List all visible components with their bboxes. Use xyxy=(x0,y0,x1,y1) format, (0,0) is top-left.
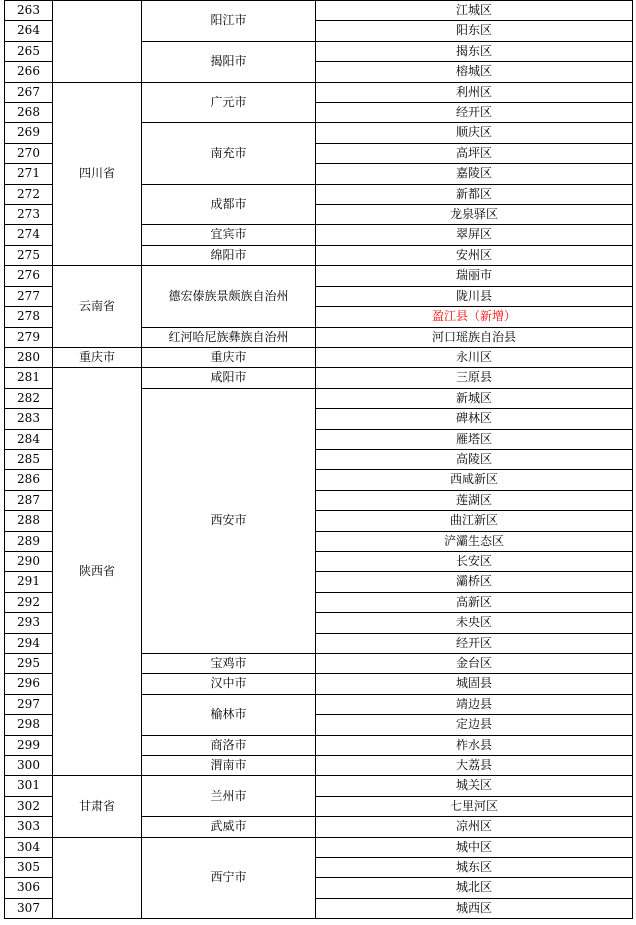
district-cell: 城北区 xyxy=(316,878,633,898)
province-cell: 陕西省 xyxy=(53,368,142,776)
district-cell: 西咸新区 xyxy=(316,470,633,490)
row-number: 277 xyxy=(5,286,53,306)
region-table xyxy=(4,0,633,919)
district-cell: 嘉陵区 xyxy=(316,164,633,184)
district-cell: 柞水县 xyxy=(316,735,633,755)
district-cell: 未央区 xyxy=(316,613,633,633)
district-cell: 安州区 xyxy=(316,245,633,265)
district-cell: 榕城区 xyxy=(316,62,633,82)
city-cell: 德宏傣族景颇族自治州 xyxy=(142,266,316,327)
district-cell: 利州区 xyxy=(316,82,633,102)
row-number: 286 xyxy=(5,470,53,490)
district-cell: 曲江新区 xyxy=(316,511,633,531)
row-number: 306 xyxy=(5,878,53,898)
city-cell: 广元市 xyxy=(142,82,316,123)
row-number: 273 xyxy=(5,205,53,225)
row-number: 303 xyxy=(5,817,53,837)
district-cell: 金台区 xyxy=(316,654,633,674)
district-cell: 定边县 xyxy=(316,715,633,735)
row-number: 301 xyxy=(5,776,53,796)
row-number: 290 xyxy=(5,551,53,571)
row-number: 276 xyxy=(5,266,53,286)
province-cell: 甘肃省 xyxy=(53,776,142,837)
city-cell: 渭南市 xyxy=(142,756,316,776)
district-cell: 凉州区 xyxy=(316,817,633,837)
district-cell: 莲湖区 xyxy=(316,490,633,510)
row-number: 294 xyxy=(5,633,53,653)
city-cell: 商洛市 xyxy=(142,735,316,755)
row-number: 267 xyxy=(5,82,53,102)
row-number: 265 xyxy=(5,41,53,61)
row-number: 280 xyxy=(5,347,53,367)
table-row xyxy=(5,1,633,21)
district-cell: 新都区 xyxy=(316,184,633,204)
city-cell: 西安市 xyxy=(142,388,316,653)
province-cell xyxy=(53,837,142,919)
district-cell: 高坪区 xyxy=(316,143,633,163)
district-cell: 灞桥区 xyxy=(316,572,633,592)
district-cell: 大荔县 xyxy=(316,756,633,776)
district-cell: 七里河区 xyxy=(316,796,633,816)
row-number: 287 xyxy=(5,490,53,510)
row-number: 300 xyxy=(5,756,53,776)
city-cell: 武威市 xyxy=(142,817,316,837)
row-number: 266 xyxy=(5,62,53,82)
city-cell: 汉中市 xyxy=(142,674,316,694)
district-cell: 阳东区 xyxy=(316,21,633,41)
district-cell: 碑林区 xyxy=(316,409,633,429)
row-number: 302 xyxy=(5,796,53,816)
row-number: 299 xyxy=(5,735,53,755)
province-cell: 四川省 xyxy=(53,82,142,266)
row-number: 288 xyxy=(5,511,53,531)
city-cell: 红河哈尼族彝族自治州 xyxy=(142,327,316,347)
row-number: 293 xyxy=(5,613,53,633)
row-number: 274 xyxy=(5,225,53,245)
district-cell: 三原县 xyxy=(316,368,633,388)
district-cell: 龙泉驿区 xyxy=(316,205,633,225)
province-cell xyxy=(53,1,142,83)
district-cell: 高陵区 xyxy=(316,449,633,469)
table-row xyxy=(5,82,633,102)
row-number: 292 xyxy=(5,592,53,612)
row-number: 264 xyxy=(5,21,53,41)
row-number: 304 xyxy=(5,837,53,857)
city-cell: 阳江市 xyxy=(142,1,316,42)
district-cell: 城西区 xyxy=(316,898,633,918)
row-number: 268 xyxy=(5,103,53,123)
region-table-body xyxy=(5,1,633,919)
district-cell: 靖边县 xyxy=(316,694,633,714)
district-cell: 陇川县 xyxy=(316,286,633,306)
row-number: 291 xyxy=(5,572,53,592)
city-cell: 南充市 xyxy=(142,123,316,184)
row-number: 278 xyxy=(5,307,53,327)
province-cell: 云南省 xyxy=(53,266,142,348)
city-cell: 兰州市 xyxy=(142,776,316,817)
province-cell: 重庆市 xyxy=(53,347,142,367)
row-number: 284 xyxy=(5,429,53,449)
row-number: 263 xyxy=(5,1,53,21)
table-row xyxy=(5,776,633,796)
row-number: 281 xyxy=(5,368,53,388)
city-cell: 西宁市 xyxy=(142,837,316,919)
table-row xyxy=(5,347,633,367)
row-number: 270 xyxy=(5,143,53,163)
district-cell: 浐灞生态区 xyxy=(316,531,633,551)
row-number: 279 xyxy=(5,327,53,347)
row-number: 295 xyxy=(5,654,53,674)
row-number: 289 xyxy=(5,531,53,551)
city-cell: 宜宾市 xyxy=(142,225,316,245)
district-cell: 江城区 xyxy=(316,1,633,21)
district-cell: 揭东区 xyxy=(316,41,633,61)
district-cell: 雁塔区 xyxy=(316,429,633,449)
district-cell: 永川区 xyxy=(316,347,633,367)
district-cell: 城固县 xyxy=(316,674,633,694)
row-number: 305 xyxy=(5,858,53,878)
city-cell: 咸阳市 xyxy=(142,368,316,388)
table-row xyxy=(5,837,633,857)
row-number: 271 xyxy=(5,164,53,184)
row-number: 285 xyxy=(5,449,53,469)
row-number: 272 xyxy=(5,184,53,204)
district-cell: 长安区 xyxy=(316,551,633,571)
row-number: 269 xyxy=(5,123,53,143)
district-cell: 瑞丽市 xyxy=(316,266,633,286)
table-row xyxy=(5,266,633,286)
district-cell: 顺庆区 xyxy=(316,123,633,143)
table-row xyxy=(5,368,633,388)
district-cell: 经开区 xyxy=(316,103,633,123)
row-number: 282 xyxy=(5,388,53,408)
city-cell: 重庆市 xyxy=(142,347,316,367)
row-number: 298 xyxy=(5,715,53,735)
district-cell: 新城区 xyxy=(316,388,633,408)
row-number: 307 xyxy=(5,898,53,918)
district-cell: 河口瑶族自治县 xyxy=(316,327,633,347)
district-cell: 城关区 xyxy=(316,776,633,796)
row-number: 283 xyxy=(5,409,53,429)
row-number: 296 xyxy=(5,674,53,694)
district-cell: 经开区 xyxy=(316,633,633,653)
city-cell: 宝鸡市 xyxy=(142,654,316,674)
city-cell: 成都市 xyxy=(142,184,316,225)
district-cell: 翠屏区 xyxy=(316,225,633,245)
city-cell: 榆林市 xyxy=(142,694,316,735)
row-number: 297 xyxy=(5,694,53,714)
row-number: 275 xyxy=(5,245,53,265)
district-cell: 城东区 xyxy=(316,858,633,878)
district-cell: 高新区 xyxy=(316,592,633,612)
district-cell: 城中区 xyxy=(316,837,633,857)
city-cell: 揭阳市 xyxy=(142,41,316,82)
city-cell: 绵阳市 xyxy=(142,245,316,265)
district-cell: 盈江县（新增） xyxy=(316,307,633,327)
